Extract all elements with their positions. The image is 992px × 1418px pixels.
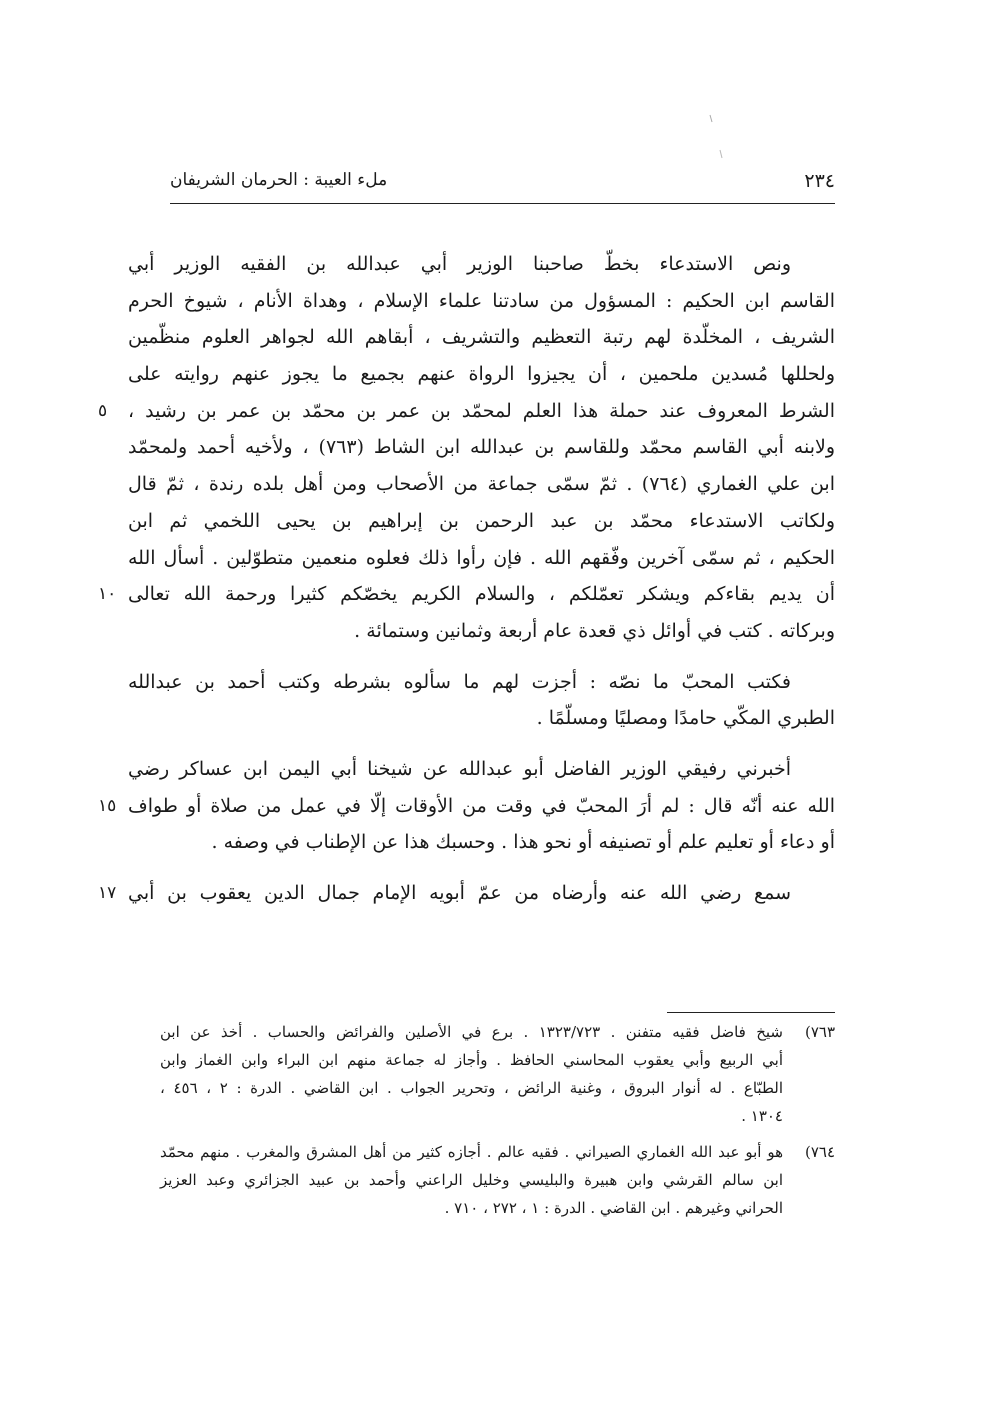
footnote-line: ابن سالم القرشي وابن هبيرة والبليسي وخليل الراعني وأحمد بن عبيد الجزائري وعبد العزيز <box>160 1171 783 1189</box>
text-line: أن يديم بقاءكم ويشكر تعمّلكم ، والسلام الكريم يخصّكم كثيرا ورحمة الله تعالى ١٠ <box>128 576 835 613</box>
footnote-763 <box>160 1018 835 1130</box>
header-rule <box>170 203 835 204</box>
paragraph-khabar <box>98 751 835 861</box>
text-line: الشريف ، المخلّدة لهم رتبة التعظيم والتشريف ، أبقاهم الله لجواهر العلوم منظّمين <box>128 326 835 349</box>
text-line: الله عنه أنّه قال : لم أرَ المحبّ في وقت من الأوقات إلّا في عمل من صلاة أو طواف ١٥ <box>128 788 835 825</box>
footnote-rule <box>667 1012 835 1013</box>
footnote-line: شيخ فاضل فقيه متفنن . ١٣٢٣/٧٢٣ . برع في الأصلين والفرائض والحساب . أخذ عن ابن <box>160 1023 783 1041</box>
text-line: الطبري المكّي حامدًا ومصليًا ومسلّمًا . <box>536 707 835 730</box>
text-line: ابن علي الغماري (٧٦٤) . ثمّ سمّى جماعة من الأصحاب ومن أهل بلده رندة ، ثمّ قال <box>128 473 835 496</box>
footnote-number: ٧٦٤) <box>804 1143 835 1161</box>
text-line: القاسم ابن الحكيم : المسؤول من سادتنا علماء الإسلام ، وهداة الأنام ، شيوخ الحرم <box>128 289 835 312</box>
text-line: ونص الاستدعاء بخطّ صاحبنا الوزير أبي عبدالله بن الفقيه الوزير أبي <box>128 253 791 275</box>
text-line: أخبرني رفيقي الوزير الفاضل أبو عبدالله عن شيخنا أبي اليمن ابن عساكر رضي <box>128 757 791 780</box>
footnote-line: الحراني وغيرهم . ابن القاضي . الدرة : ١ ، ٢٧٢ ، ٧١٠ . <box>444 1199 783 1217</box>
line-number: ١٥ <box>98 795 117 816</box>
scan-speck <box>700 110 740 170</box>
paragraph-istida <box>98 246 835 650</box>
text-line: الشرط المعروف عند حملة هذا العلم لمحمّد بن عمر بن محمّد بن عمر بن رشيد ، ٥ <box>128 393 835 430</box>
page-header <box>170 170 835 204</box>
text-line: فكتب المحبّ ما نصّه : أجزت لهم ما سألوه بشرطه وكتب أحمد بن عبدالله <box>128 670 791 693</box>
paragraph-sami <box>98 875 835 912</box>
text-line: وبركاته . كتب في أوائل ذي قعدة عام أربعة وثمانين وستمائة . <box>354 619 835 642</box>
line-number: ١٧ <box>98 883 117 903</box>
line-number: ٥ <box>98 400 108 421</box>
text-line: ولابنه أبي القاسم محمّد وللقاسم بن عبدالله ابن الشاط (٧٦٣) ، ولأخيه أحمد ولمحمّد <box>128 436 835 459</box>
paragraph-ijaza <box>128 664 835 737</box>
text-line: سمع رضي الله عنه وأرضاه من عمّ أبويه الإمام جمال الدين يعقوب بن أبي ١٧ <box>128 875 835 912</box>
line-number: ١٠ <box>98 584 117 605</box>
footnote-764 <box>160 1138 835 1222</box>
footnotes <box>160 1018 835 1230</box>
footnote-line: ١٣٠٤ . <box>741 1107 783 1125</box>
text-line: ولحللها مُسدين ملحمين ، أن يجيزوا الرواة عنهم بجميع ما يجوز عنهم روايته على <box>128 363 835 386</box>
footnote-line: هو أبو عبد الله الغماري الصيراني . فقيه عالم . أجازه كثير من أهل المشرق والمغرب . منهم محمّد <box>160 1143 783 1161</box>
body-text <box>98 246 835 926</box>
text-line: الحكيم ، ثم سمّى آخرين وفّقهم الله . فإن رأوا ذلك فعلوه منعمين متطوّلين . أسأل الله <box>128 546 835 569</box>
running-title: ملء العيبة : الحرمان الشريفان <box>170 170 388 190</box>
text-line: أو دعاء أو تعليم علم أو تصنيفه أو نحو هذا . وحسبك هذا عن الإطناب في وصفه . <box>211 831 835 854</box>
page-number: ٢٣٤ <box>804 170 835 192</box>
footnote-line: أبي الربيع وأبي يعقوب المحاسني الحافظ . وأجاز له جماعة منهم ابن البراء وابن الغماز وابن <box>160 1051 783 1069</box>
footnote-number: ٧٦٣) <box>804 1023 835 1041</box>
footnote-line: الطبّاع . له أنوار البروق ، وغنية الرائض ، وتحرير الجواب . ابن القاضي . الدرة : ٢ ، ٤٥٦ ، <box>160 1079 784 1097</box>
text-line: ولكاتب الاستدعاء محمّد بن عبد الرحمن بن إبراهيم بن يحيى اللخمي ثم ابن <box>128 509 835 532</box>
